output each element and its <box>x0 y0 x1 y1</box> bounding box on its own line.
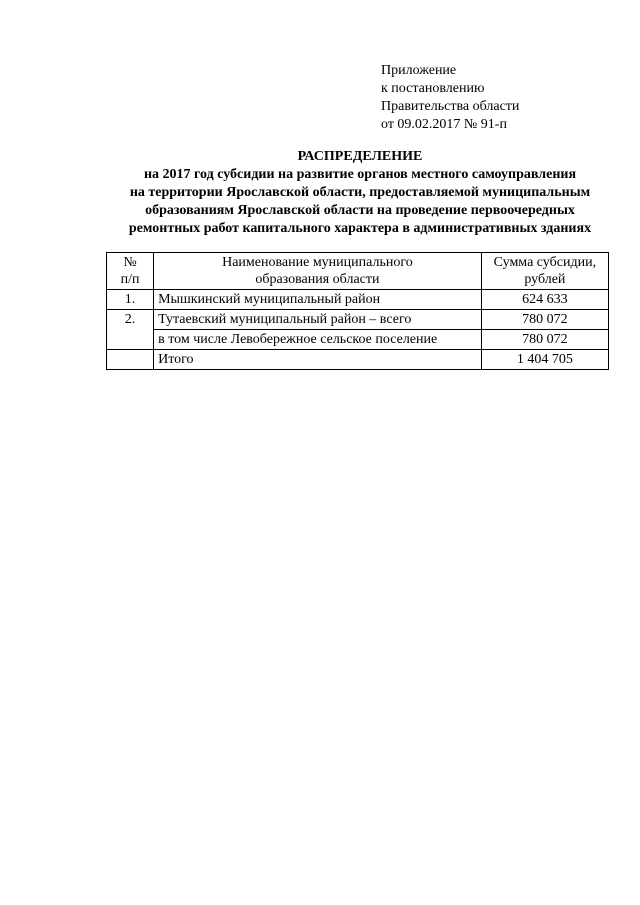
appendix-line: Правительства области <box>381 99 520 114</box>
appendix-line: к постановлению <box>381 81 485 96</box>
header-sum-line1: Сумма субсидии, <box>493 255 597 270</box>
row-name: Мышкинский муниципальный район <box>154 290 482 310</box>
heading-line: образованиям Ярославской области на проведение первоочередных <box>145 203 575 218</box>
row-name: в том числе Левобережное сельское поселение <box>154 330 482 350</box>
header-name <box>154 253 482 290</box>
distribution-table <box>106 252 609 370</box>
total-label: Итого <box>154 350 482 370</box>
heading-line: на территории Ярославской области, предоставляемой муниципальным <box>129 185 591 200</box>
header-num <box>107 253 154 290</box>
total-sum: 1 404 705 <box>481 350 608 370</box>
row-name: Тутаевский муниципальный район – всего <box>154 310 482 330</box>
appendix-block <box>381 62 519 134</box>
header-name-line2: образования области <box>255 272 380 287</box>
heading-line: ремонтных работ капитального характера в административных зданиях <box>128 221 592 236</box>
header-sum-line2: рублей <box>524 272 566 287</box>
document-title: РАСПРЕДЕЛЕНИЕ <box>297 149 423 164</box>
document-heading <box>100 148 620 238</box>
row-sum: 624 633 <box>481 290 608 310</box>
total-row <box>107 350 609 370</box>
table-row <box>107 330 609 350</box>
appendix-line: Приложение <box>381 63 457 78</box>
row-num: 2. <box>107 310 154 350</box>
total-num <box>107 350 154 370</box>
row-sum: 780 072 <box>481 330 608 350</box>
appendix-line: от 09.02.2017 № 91-п <box>381 117 507 132</box>
header-name-line1: Наименование муниципального <box>222 255 413 270</box>
header-sum <box>481 253 608 290</box>
heading-line: на 2017 год субсидии на развитие органов местного самоуправления <box>143 167 577 182</box>
table-row <box>107 310 609 330</box>
table-header-row <box>107 253 609 290</box>
row-num: 1. <box>107 290 154 310</box>
row-sum: 780 072 <box>481 310 608 330</box>
table-row <box>107 290 609 310</box>
header-num-line2: п/п <box>120 272 140 287</box>
header-num-line1: № <box>123 255 137 270</box>
